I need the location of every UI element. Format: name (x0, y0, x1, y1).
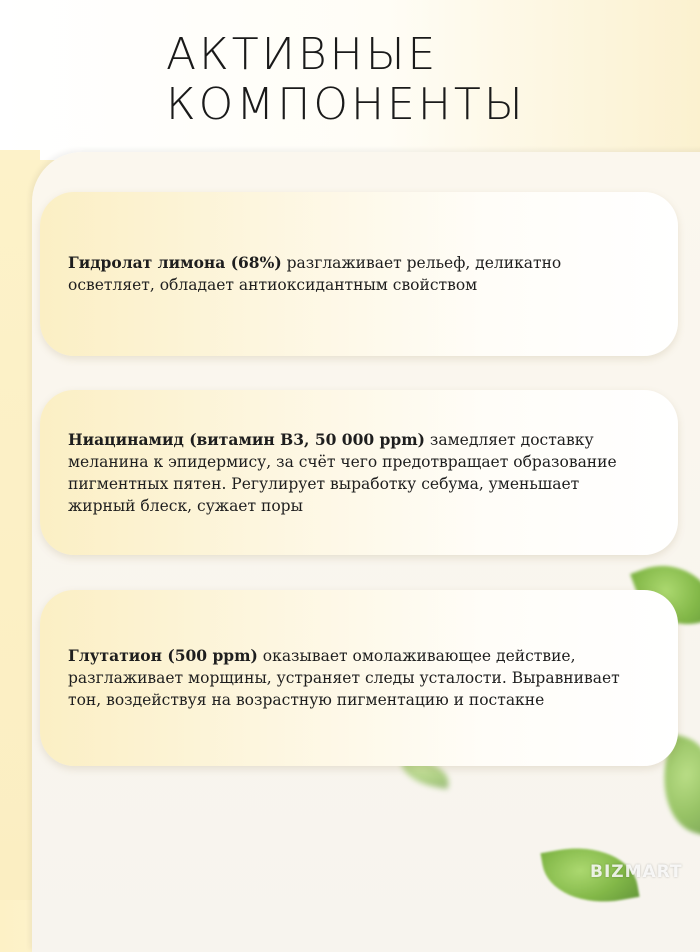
ingredient-name: Глутатион (500 ppm) (68, 646, 258, 665)
title-line-1: АКТИВНЫЕ (166, 29, 439, 80)
ingredient-description: разглаживает рельеф, деликатно осветляет, обладает антиоксидантным свойством (68, 254, 562, 294)
card-text (68, 429, 650, 517)
ingredient-description: оказывает омолаживающее действие, разглаживает морщины, устраняет следы усталости. Выравнивает тон, воздействуя на возрастную пигментацию и постакне (68, 647, 620, 709)
ingredient-card-lemon (40, 192, 678, 356)
ingredient-card-glutathione (40, 590, 678, 766)
ingredient-description: замедляет доставку меланина к эпидермису, за счёт чего предотвращает образование пигментных пятен. Регулирует выработку себума, уменьшает жирный блеск, сужает поры (68, 430, 617, 515)
card-text (68, 252, 650, 296)
title-line-2: КОМПОНЕНТЫ (166, 79, 526, 130)
card-text (68, 645, 650, 711)
watermark-logo: BIZMART (590, 862, 683, 882)
ingredient-name: Гидролат лимона (68%) (68, 253, 282, 272)
page-title (166, 30, 666, 130)
ingredient-name: Ниацинамид (витамин В3, 50 000 ppm) (68, 429, 425, 449)
ingredient-card-niacinamide (40, 390, 678, 555)
